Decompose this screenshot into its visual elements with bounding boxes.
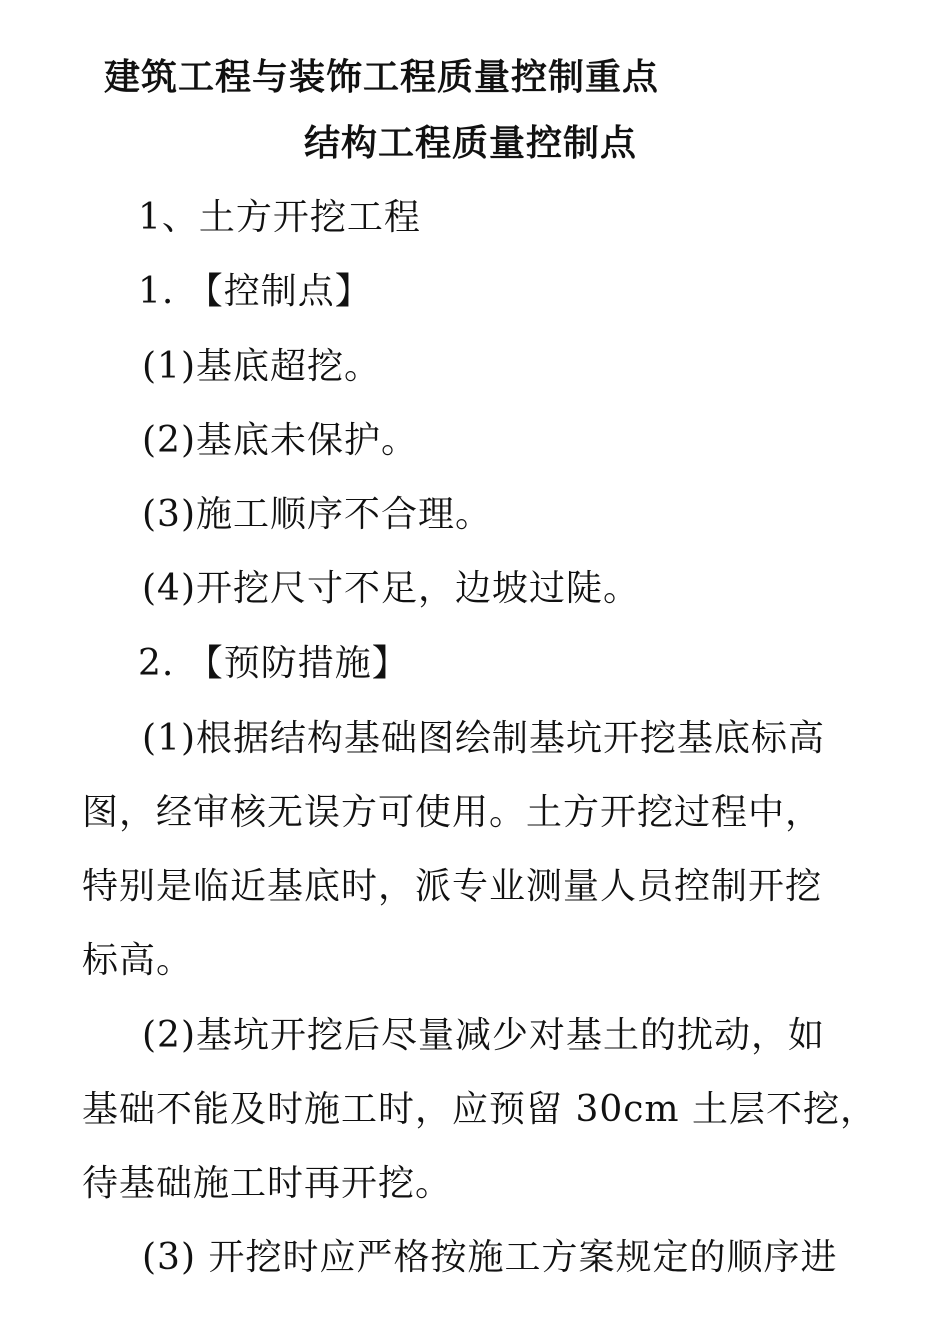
paragraph-line: 基础不能及时施工时，应预留 30cm 土层不挖，: [82, 1089, 877, 1130]
document-title: 建筑工程与装饰工程质量控制重点: [104, 57, 660, 98]
paragraph-line: 标高。: [82, 940, 194, 981]
document-subtitle: 结构工程质量控制点: [304, 123, 638, 164]
prevention-heading: 2. 【预防措施】: [138, 643, 409, 684]
paragraph-line: 特别是临近基底时，派专业测量人员控制开挖: [82, 866, 823, 907]
section-heading: 1、土方开挖工程: [138, 197, 421, 238]
paragraph-line: 图，经审核无误方可使用。土方开挖过程中，: [82, 792, 823, 833]
paragraph-line: (2)基坑开挖后尽量减少对基土的扰动，如: [142, 1015, 825, 1056]
control-item: (1)基底超挖。: [142, 346, 381, 387]
control-heading: 1. 【控制点】: [138, 271, 372, 312]
paragraph-line: (3) 开挖时应严格按施工方案规定的顺序进: [142, 1237, 838, 1278]
control-item: (4)开挖尺寸不足，边坡过陡。: [142, 568, 640, 609]
paragraph-line: (1)根据结构基础图绘制基坑开挖基底标高: [142, 718, 825, 759]
paragraph-line: 待基础施工时再开挖。: [82, 1163, 453, 1204]
control-item: (2)基底未保护。: [142, 420, 418, 461]
control-item: (3)施工顺序不合理。: [142, 494, 492, 535]
